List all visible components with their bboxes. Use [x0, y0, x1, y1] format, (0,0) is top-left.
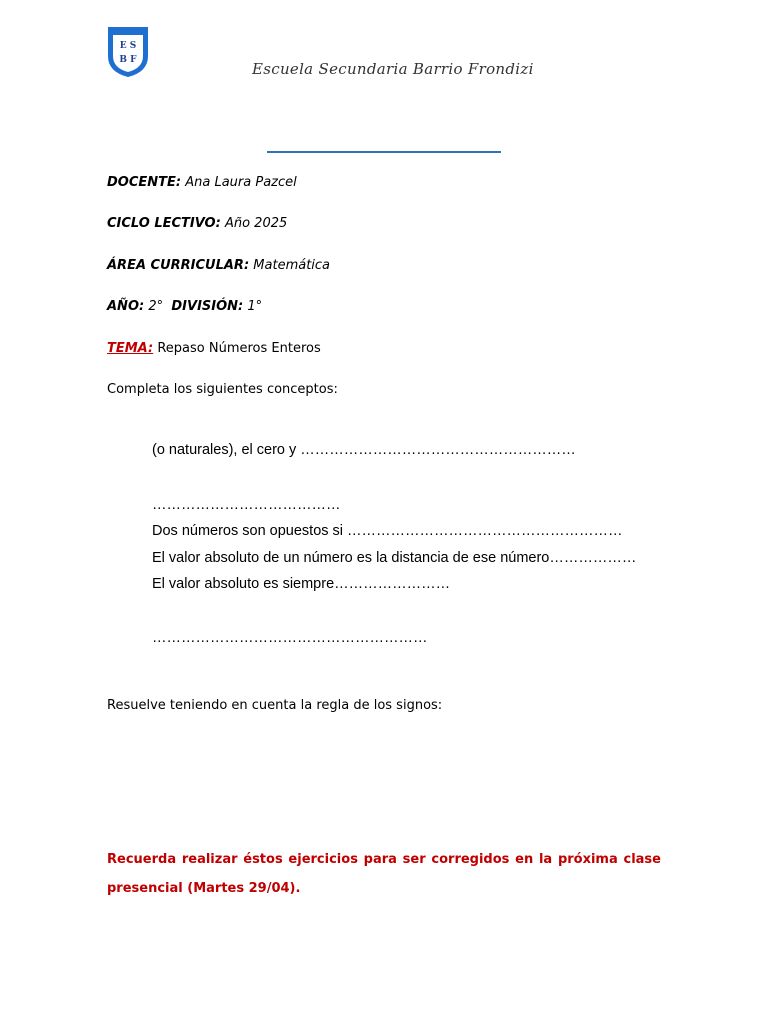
concept-line-4: El valor absoluto de un número es la distancia de ese número……………… — [152, 550, 637, 566]
division-label: DIVISIÓN: — [171, 299, 244, 314]
area-label: ÁREA CURRICULAR: — [107, 258, 250, 273]
reminder-note: Recuerda realizar éstos ejercicios para ser corregidos en la próxima clase presencial (Martes 29/04). — [107, 852, 661, 896]
anio-label: AÑO: — [107, 299, 145, 314]
anio-division-field — [107, 299, 262, 314]
tema-label: TEMA: — [107, 341, 154, 356]
docente-field — [107, 175, 297, 190]
area-field — [107, 258, 330, 273]
concept-line-5: El valor absoluto es siempre…………………… — [152, 576, 451, 592]
section2-instruction: Resuelve teniendo en cuenta la regla de los signos: — [107, 698, 443, 713]
anio-value: 2° — [148, 299, 164, 314]
school-shield-icon — [106, 26, 150, 78]
logo-letters-top: E S — [119, 41, 137, 51]
concept-line-3: Dos números son opuestos si ………………………………………………… — [152, 523, 623, 539]
concept-line-6: ………………………………………………… — [152, 630, 428, 646]
section1-instruction: Completa los siguientes conceptos: — [107, 382, 338, 397]
docente-label: DOCENTE: — [107, 175, 182, 190]
docente-value: Ana Laura Pazcel — [185, 175, 297, 190]
tema-value: Repaso Números Enteros — [157, 341, 321, 356]
school-name: Escuela Secundaria Barrio Frondizi — [252, 60, 534, 78]
school-logo — [106, 26, 150, 78]
logo-letters-bottom: B F — [119, 55, 137, 65]
area-value: Matemática — [253, 258, 331, 273]
concept-line-2: ………………………………… — [152, 497, 341, 513]
division-value: 1° — [247, 299, 263, 314]
ciclo-label: CICLO LECTIVO: — [107, 216, 221, 231]
tema-field — [107, 341, 321, 356]
ciclo-value: Año 2025 — [224, 216, 288, 231]
concept-line-1: (o naturales), el cero y ………………………………………………… — [152, 442, 576, 458]
ciclo-field — [107, 216, 287, 231]
header-divider — [267, 151, 501, 153]
